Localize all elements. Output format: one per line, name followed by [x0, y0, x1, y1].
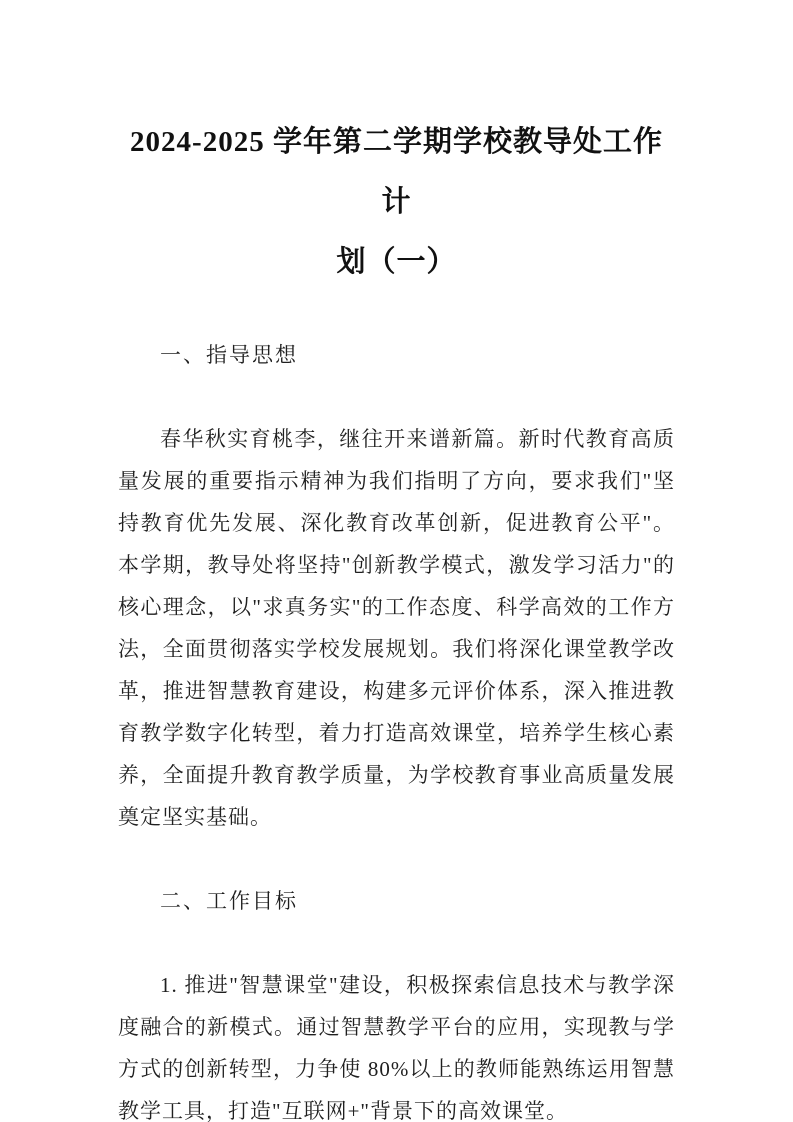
section-heading-2: 二、工作目标	[160, 889, 298, 913]
section-1-paragraph-1: 春华秋实育桃李，继往开来谱新篇。新时代教育高质量发展的重要指示精神为我们指明了方向，要求我们"坚持教育优先发展、深化教育改革创新，促进教育公平"。本学期，教导处将坚持"创新教学模式，激发学习活力"的核心理念，以"求真务实"的工作态度、科学高效的工作方法，全面贯彻落实学校发展规划。我们将深化课堂教学改革，推进智慧教育建设，构建多元评价体系，深入推进教育教学数字化转型，着力打造高效课堂，培养学生核心素养，全面提升教育教学质量，为学校教育事业高质量发展奠定坚实基础。	[118, 427, 675, 829]
section-heading-1: 一、指导思想	[160, 343, 298, 367]
document-title-line-2: 划（一）	[336, 246, 457, 278]
section-guiding-ideology	[118, 334, 675, 838]
section-2-paragraph-1: 1. 推进"智慧课堂"建设，积极探索信息技术与教学深度融合的新模式。通过智慧教学平台的应用，实现教与学方式的创新转型，力争使 80%以上的教师能熟练运用智慧教学工具，打造"互联网+"背景下的高效课堂。	[118, 973, 675, 1122]
document-title-line-1: 2024-2025 学年第二学期学校教导处工作计	[130, 126, 663, 218]
document-title	[118, 112, 675, 292]
section-work-goals	[118, 880, 675, 1122]
